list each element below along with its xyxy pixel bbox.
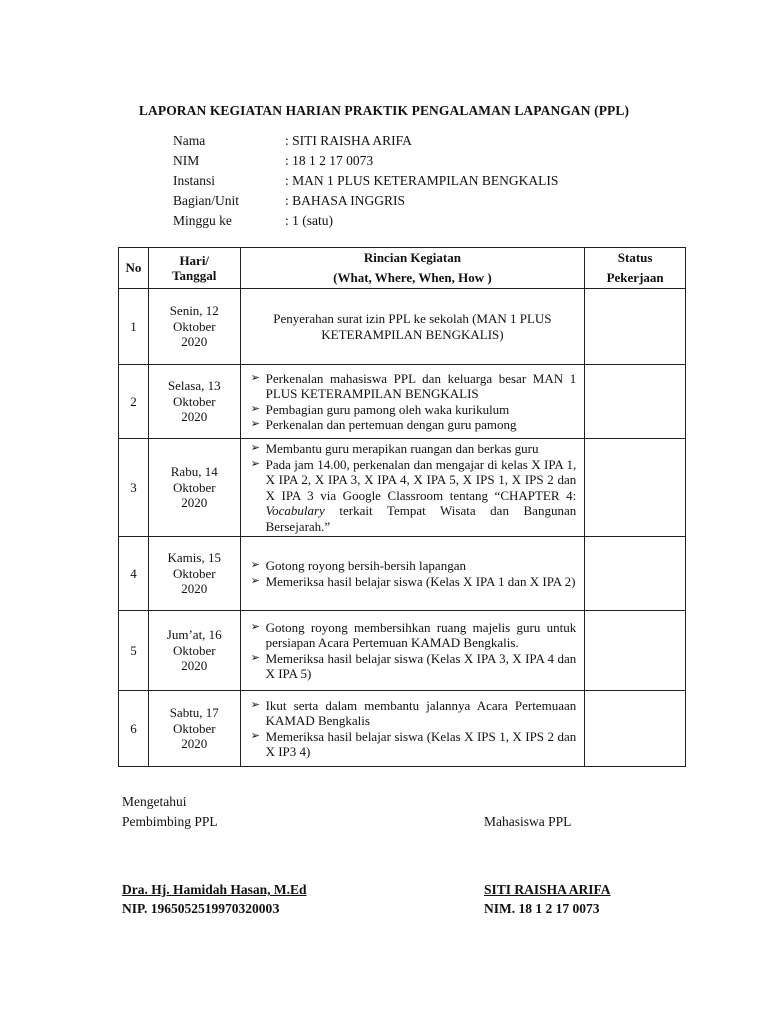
- info-value: : 1 (satu): [285, 213, 333, 228]
- activity-list: [241, 369, 585, 435]
- row-activity: [240, 289, 585, 365]
- activity-line: Penyerahan surat izin PPL ke sekolah (MAN 1 PLUS: [273, 311, 552, 326]
- row-number: 2: [119, 365, 149, 439]
- arrow-bullet-icon: ➢: [250, 698, 260, 711]
- row-month: Oktober: [172, 393, 216, 409]
- list-item: [251, 457, 577, 535]
- arrow-bullet-icon: ➢: [250, 402, 260, 415]
- list-item: [251, 574, 577, 590]
- activity-item-text: Perkenalan dan pertemuan dengan guru pamong: [265, 417, 517, 432]
- info-label: Bagian/Unit: [173, 193, 239, 208]
- row-number: 6: [119, 691, 149, 767]
- list-item: [251, 558, 577, 574]
- table-row: [119, 289, 686, 365]
- table-row: [119, 611, 686, 691]
- row-year: 2020: [181, 658, 208, 674]
- row-day: Sabtu, 17: [169, 705, 219, 721]
- activity-item-text: Memeriksa hasil belajar siswa (Kelas X IPA 3, X IPA 4 dan X IPA 5): [265, 650, 577, 681]
- activity-item-text: Ikut serta dalam membantu jalannya Acara Pertemuaan KAMAD Bengkalis: [265, 697, 577, 728]
- info-label: Instansi: [173, 173, 215, 188]
- activity-list: [241, 439, 585, 536]
- row-day: Jum’at, 16: [166, 627, 222, 643]
- row-activity: [240, 691, 585, 767]
- activity-item-text: Membantu guru merapikan ruangan dan berkas guru: [265, 441, 539, 456]
- header-status-line1: Status: [617, 250, 653, 265]
- supervisor-nip: NIP. 196505251997032000З: [122, 901, 280, 916]
- header-no: No: [119, 248, 149, 289]
- student-name: SITI RAISHA ARIFA: [484, 882, 611, 897]
- row-activity: [240, 365, 585, 439]
- row-month: Oktober: [172, 318, 216, 334]
- arrow-bullet-icon: ➢: [250, 574, 260, 587]
- table-row: [119, 691, 686, 767]
- row-activity: [240, 611, 585, 691]
- info-label: NIM: [173, 153, 200, 168]
- arrow-bullet-icon: ➢: [250, 559, 260, 571]
- arrow-bullet-icon: ➢: [250, 729, 260, 742]
- row-activity: [240, 537, 585, 611]
- header-status-line2: Pekerjaan: [606, 270, 664, 285]
- arrow-bullet-icon: ➢: [250, 371, 260, 384]
- activity-table: [118, 247, 686, 767]
- table-row: [119, 537, 686, 611]
- student-nim: NIM. 18 1 2 17 0073: [484, 901, 600, 916]
- row-status: [585, 537, 686, 611]
- row-month: Oktober: [172, 479, 216, 495]
- list-item: [251, 729, 577, 760]
- activity-item-text: Perkenalan mahasiswa PPL dan keluarga besar MAN 1 PLUS KETERAMPILAN BENGKALIS: [265, 370, 577, 401]
- row-year: 2020: [181, 495, 208, 511]
- row-date: [148, 289, 240, 365]
- identity-info: [173, 131, 558, 231]
- arrow-bullet-icon: ➢: [250, 620, 260, 633]
- activity-item-text: Gotong royong membersihkan ruang majelis guru untuk persiapan Acara Pertemuan KAMAD Bengkalis.: [265, 619, 577, 650]
- arrow-bullet-icon: ➢: [250, 442, 260, 454]
- pembimbing-label: Pembimbing PPL: [122, 814, 218, 829]
- row-month: Oktober: [172, 565, 216, 581]
- header-activity-line2: (What, Where, When, How ): [333, 270, 492, 285]
- row-day: Senin, 12: [169, 303, 219, 319]
- list-item: [251, 698, 577, 729]
- row-number: 4: [119, 537, 149, 611]
- arrow-bullet-icon: ➢: [250, 457, 260, 470]
- activity-item-text: Gotong royong bersih-bersih lapangan: [265, 558, 466, 573]
- row-status: [585, 691, 686, 767]
- activity-list: [241, 618, 585, 684]
- list-item: [251, 620, 577, 651]
- row-number: 1: [119, 289, 149, 365]
- row-day: Rabu, 14: [170, 464, 218, 480]
- header-day: [148, 248, 240, 289]
- info-value: : BAHASA INGGRIS: [285, 193, 406, 208]
- activity-list: [241, 556, 585, 591]
- list-item: [251, 371, 577, 402]
- arrow-bullet-icon: ➢: [250, 418, 260, 430]
- list-item: [251, 402, 577, 418]
- row-status: [585, 611, 686, 691]
- row-number: 5: [119, 611, 149, 691]
- row-month: Oktober: [172, 720, 216, 736]
- info-row-bagian: [173, 191, 558, 211]
- activity-line: KETERAMPILAN BENGKALIS): [321, 326, 504, 342]
- mengetahui-label: Mengetahui: [122, 794, 187, 809]
- row-year: 2020: [181, 334, 208, 350]
- info-row-minggu: [173, 211, 558, 231]
- header-status: [585, 248, 686, 289]
- row-status: [585, 289, 686, 365]
- row-month: Oktober: [172, 642, 216, 658]
- row-date: [148, 365, 240, 439]
- activity-item-text-end: terkait Tempat Wisata dan Bangunan Bersejarah.”: [265, 503, 577, 534]
- table-header-row: [119, 248, 686, 289]
- list-item: [251, 441, 577, 457]
- supervisor-name: Dra. Hj. Hamidah Hasan, M.Ed: [122, 882, 307, 897]
- arrow-bullet-icon: ➢: [250, 651, 260, 664]
- row-day: Selasa, 13: [167, 378, 221, 394]
- header-day-line2: Tanggal: [172, 268, 217, 283]
- info-value: : SITI RAISHA ARIFA: [285, 133, 412, 148]
- list-item: [251, 651, 577, 682]
- info-label: Minggu ke: [173, 213, 232, 228]
- activity-item-italic: Vocabulary: [265, 503, 325, 518]
- row-date: [148, 537, 240, 611]
- row-activity: [240, 439, 585, 537]
- activity-item-text: Pembagian guru pamong oleh waka kurikulum: [265, 401, 510, 417]
- activity-list: [241, 696, 585, 762]
- row-year: 2020: [181, 581, 208, 597]
- activity-item-text: Pada jam 14.00, perkenalan dan mengajar di kelas X IPA 1, X IPA 2, X IPA 3, X IPA 4, X IPA 5, X IPS 1, X IPS 2 dan X IPA 3 via Google Classroom tentang: [265, 456, 577, 503]
- row-date: [148, 611, 240, 691]
- row-status: [585, 365, 686, 439]
- info-row-nim: [173, 151, 558, 171]
- row-status: [585, 439, 686, 537]
- mahasiswa-label: Mahasiswa PPL: [484, 814, 572, 829]
- activity-item-text: Memeriksa hasil belajar siswa (Kelas X IPS 1, X IPS 2 dan X IP3 4): [265, 728, 577, 759]
- row-date: [148, 691, 240, 767]
- row-number: 3: [119, 439, 149, 537]
- row-year: 2020: [181, 736, 208, 752]
- row-date: [148, 439, 240, 537]
- row-year: 2020: [181, 409, 208, 425]
- row-day: Kamis, 15: [167, 550, 221, 566]
- activity-item-text-continued: “CHAPTER 4:: [494, 487, 577, 503]
- table-row: [119, 439, 686, 537]
- info-row-nama: [173, 131, 558, 151]
- table-row: [119, 365, 686, 439]
- info-label: Nama: [173, 133, 206, 148]
- info-row-instansi: [173, 171, 558, 191]
- list-item: [251, 417, 577, 433]
- info-value: : MAN 1 PLUS KETERAMPILAN BENGKALIS: [285, 173, 559, 188]
- document-title: LAPORAN KEGIATAN HARIAN PRAKTIK PENGALAMAN LAPANGAN (PPL): [138, 103, 630, 118]
- info-value: : 18 1 2 17 0073: [285, 153, 374, 168]
- header-activity-line1: Rincian Kegiatan: [363, 250, 461, 265]
- header-day-line1: Hari/: [179, 252, 210, 268]
- activity-item-text: Memeriksa hasil belajar siswa (Kelas X IPA 1 dan X IPA 2): [265, 573, 576, 589]
- header-activity: [240, 248, 585, 289]
